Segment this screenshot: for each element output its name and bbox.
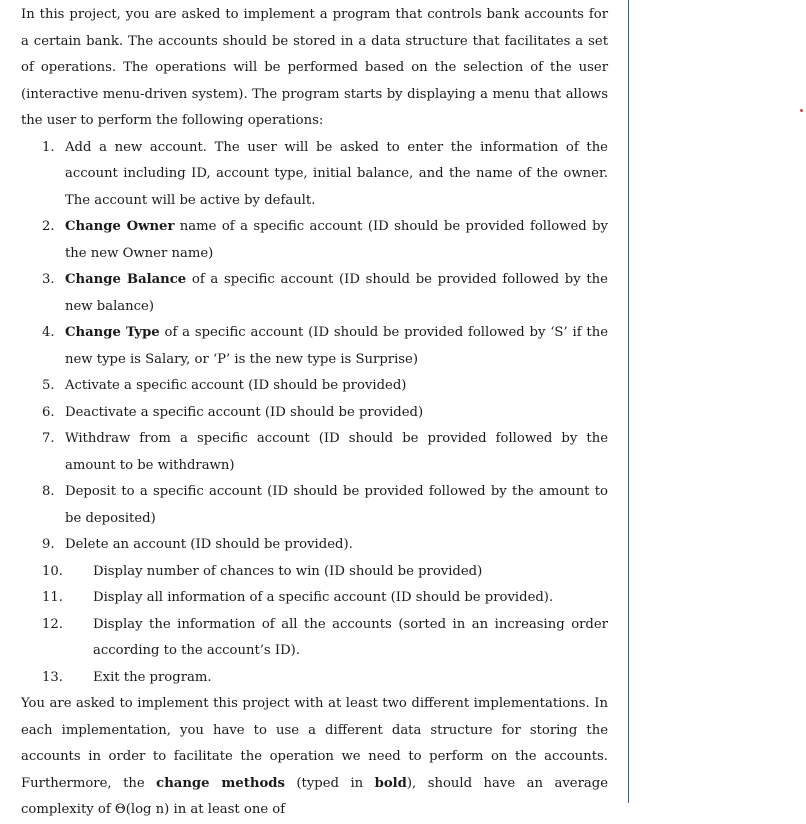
item-text: Exit the program. — [93, 669, 212, 685]
item-text: Deposit to a specific account (ID should be provided followed by the amount to be deposited) — [65, 484, 608, 526]
list-item — [21, 479, 608, 532]
item-number: 10. — [42, 563, 63, 579]
list-item — [21, 426, 608, 479]
item-text: of a specific account (ID should be provided followed by the new balance) — [65, 272, 608, 314]
list-item — [21, 400, 608, 427]
list-item — [21, 612, 608, 665]
list-item — [21, 665, 608, 692]
list-item — [21, 214, 608, 267]
closing-text-1: You are asked to implement this project with at least two different implementations. In each implementation, you have to use a different data structure for storing the accounts in order to facilitate the operation we need to perform on the accounts. Furthermore, the — [21, 696, 608, 791]
item-text: of a specific account (ID should be provided followed by ‘S’ if the new type is Salary, or ‘P’ is the new type is Surprise) — [65, 325, 608, 367]
item-number: 13. — [42, 669, 63, 685]
list-item — [21, 373, 608, 400]
item-text: Activate a specific account (ID should be provided) — [65, 378, 407, 393]
list-item — [21, 135, 608, 215]
document-body — [21, 2, 608, 824]
item-number: 12. — [42, 616, 63, 632]
closing-bold-1: change methods — [156, 775, 285, 791]
item-number: 6. — [42, 404, 55, 420]
item-number: 9. — [42, 537, 55, 552]
list-item — [21, 320, 608, 373]
item-number: 7. — [42, 431, 55, 446]
item-bold-text: Change Type — [65, 325, 160, 340]
list-item — [21, 267, 608, 320]
item-text: Delete an account (ID should be provided). — [65, 537, 353, 552]
item-text: Display all information of a specific account (ID should be provided). — [93, 590, 554, 605]
margin-dot-icon — [800, 109, 803, 112]
item-bold-text: Change Balance — [65, 272, 187, 287]
item-number: 11. — [42, 590, 63, 605]
closing-bold-2: bold — [374, 775, 407, 791]
closing-text-3: ), should have an average complexity of Θ(log n) in at least one of — [21, 775, 609, 817]
list-item — [21, 585, 608, 612]
item-number: 3. — [42, 272, 55, 287]
list-item — [21, 559, 608, 586]
list-item — [21, 532, 608, 559]
intro-paragraph: In this project, you are asked to implement a program that controls bank accounts for a certain bank. The accounts should be stored in a data structure that facilitates a set of operations. The operations will be performed based on the selection of the user (interactive menu-driven system). The program starts by displaying a menu that allows the user to perform the following operations: — [21, 7, 608, 128]
item-number: 5. — [42, 378, 55, 393]
item-text: name of a specific account (ID should be provided followed by the new Owner name) — [65, 219, 609, 261]
item-text: Deactivate a specific account (ID should be provided) — [65, 404, 424, 420]
closing-text-2: (typed in — [284, 775, 375, 791]
item-text: Withdraw from a specific account (ID should be provided followed by the amount to be withdrawn) — [65, 431, 608, 473]
closing-paragraph — [21, 691, 608, 824]
item-number: 8. — [42, 484, 55, 499]
item-bold-text: Change Owner — [65, 219, 175, 234]
item-text: Display the information of all the accounts (sorted in an increasing order according to the account’s ID). — [93, 616, 608, 658]
item-number: 4. — [42, 325, 55, 340]
operations-list — [21, 135, 608, 692]
item-number: 1. — [42, 139, 55, 155]
item-number: 2. — [42, 219, 55, 234]
item-text: Add a new account. The user will be asked to enter the information of the account including ID, account type, initial balance, and the name of the owner. The account will be active by default. — [65, 139, 608, 208]
item-text: Display number of chances to win (ID should be provided) — [93, 563, 483, 579]
